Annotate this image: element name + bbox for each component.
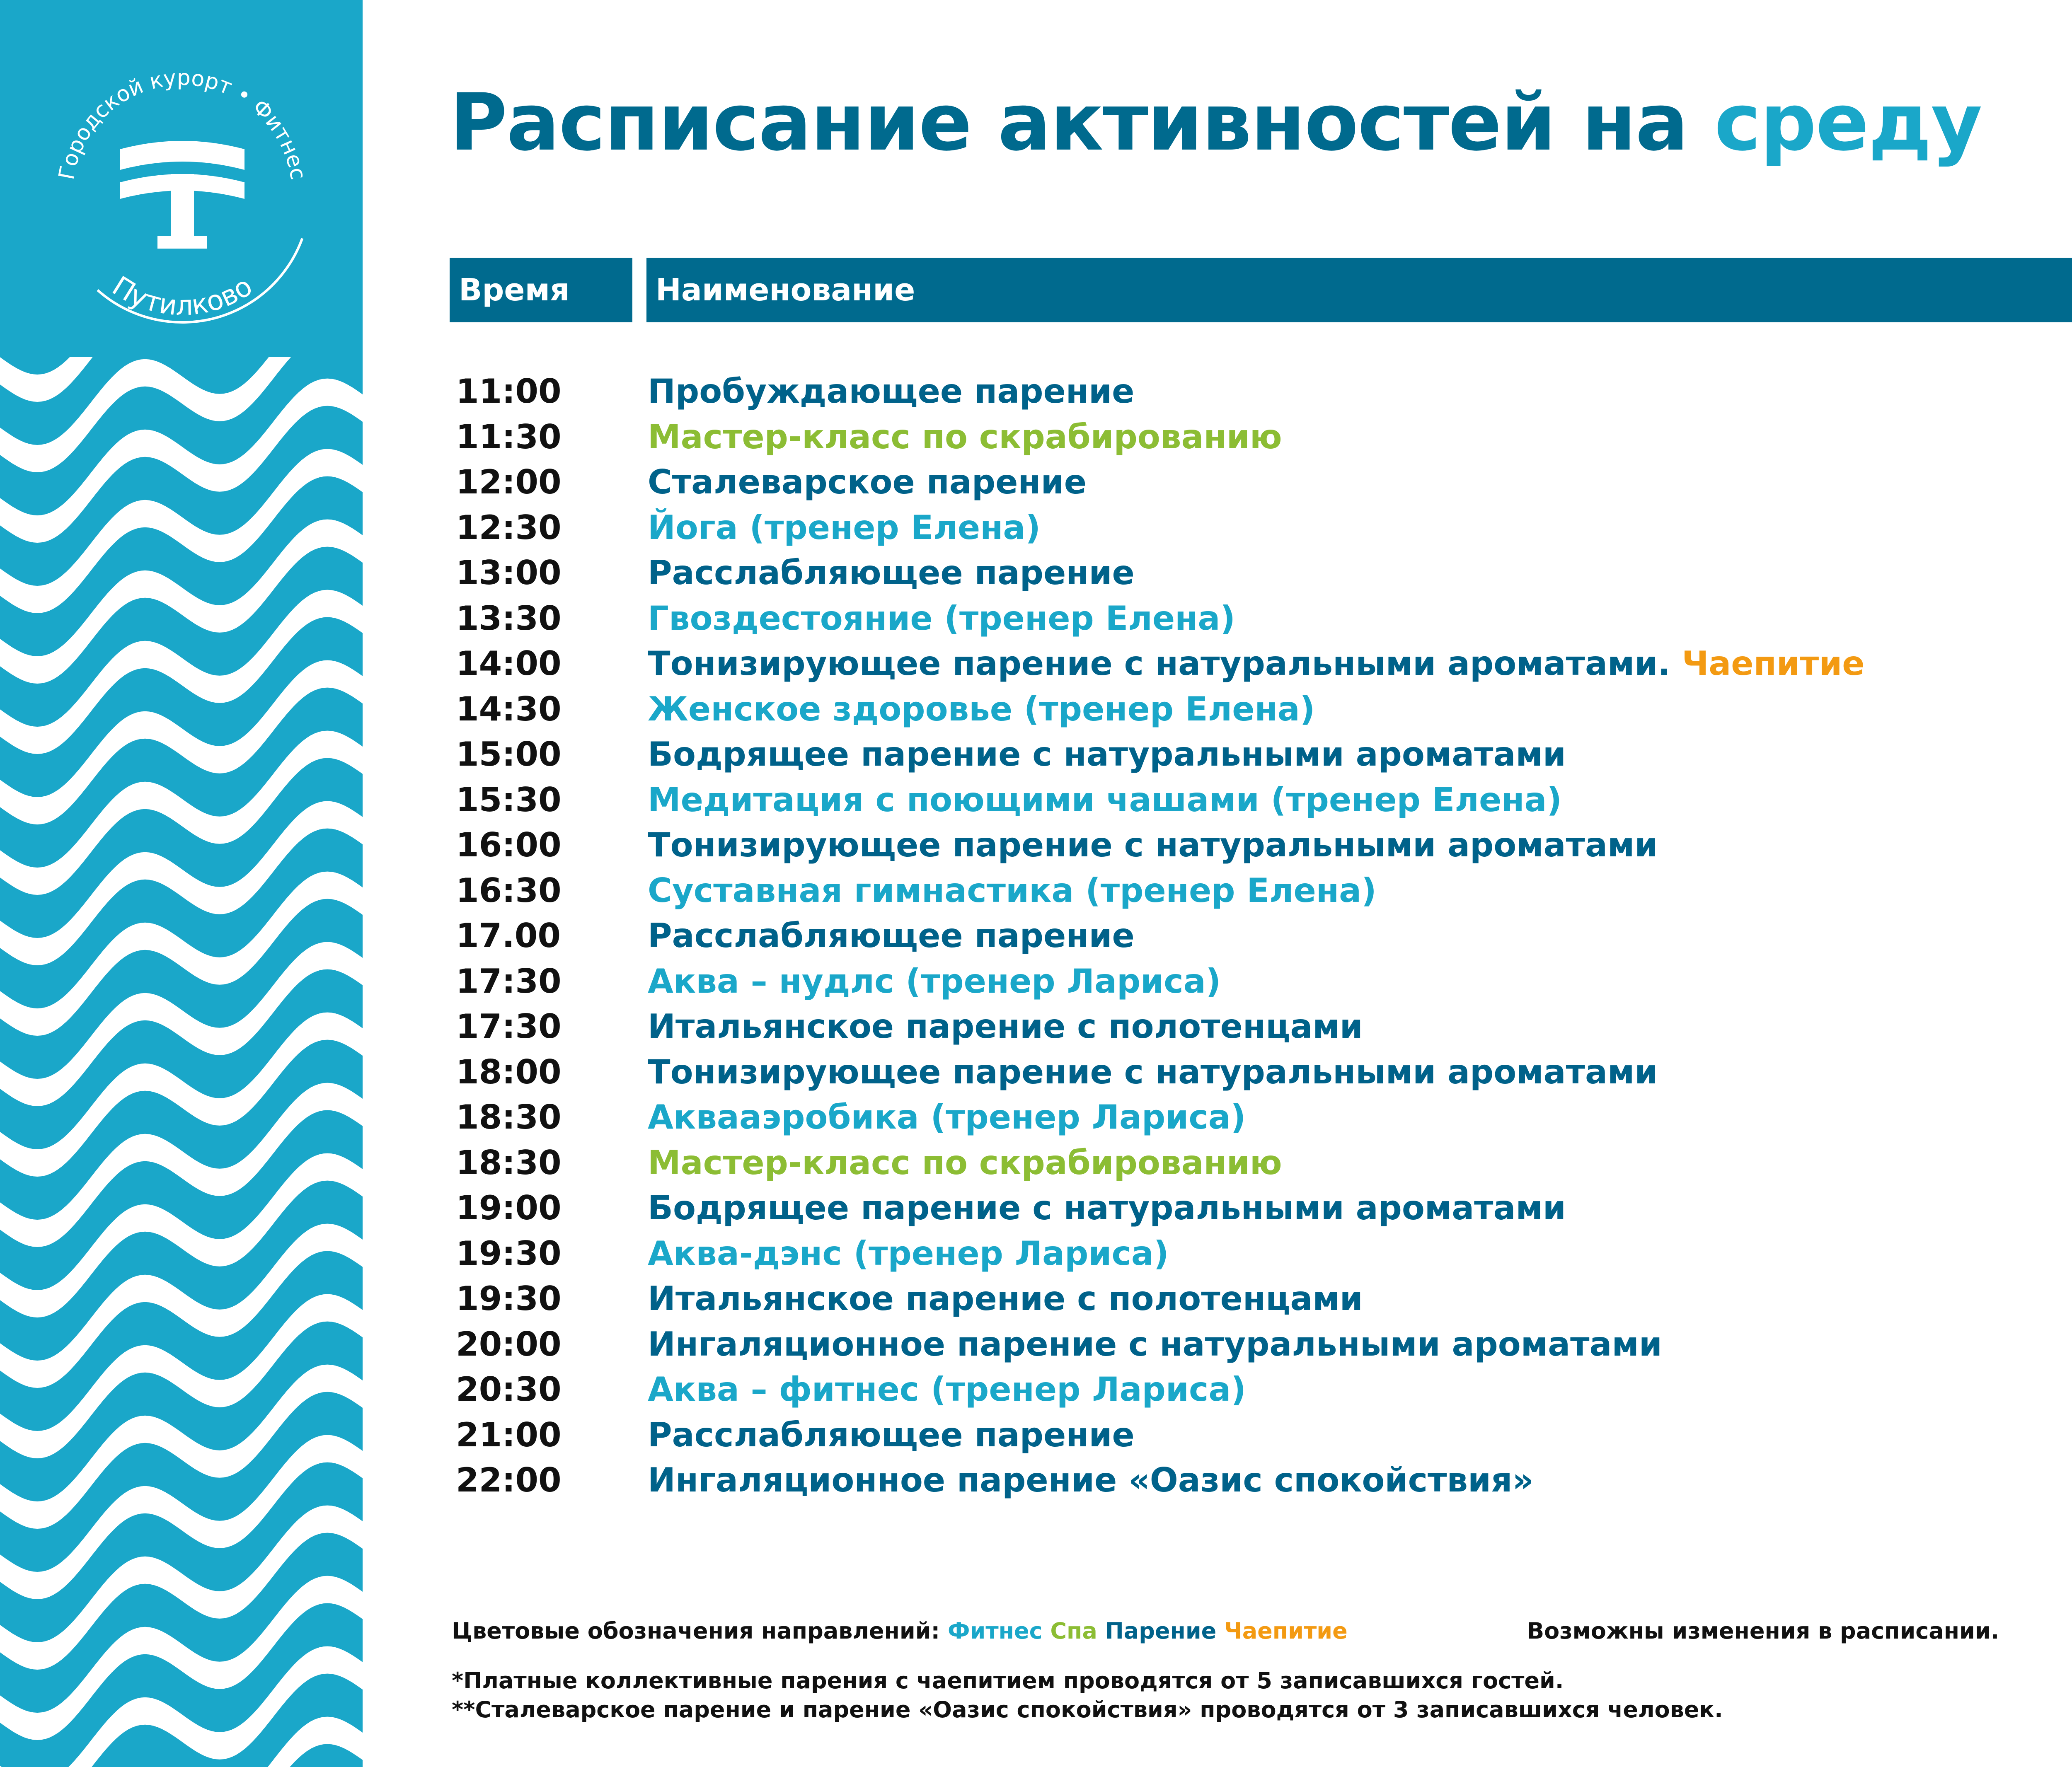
row-time: 21:00 [456, 1415, 562, 1454]
row-activity [648, 777, 1562, 822]
row-activity [648, 868, 1377, 913]
footnote-2: **Сталеварское парение и парение «Оазис спокойствия» проводятся от 3 записавшихся человек. [452, 1697, 1723, 1723]
table-row [0, 913, 2072, 958]
activity-name: Расслабляющее парение [648, 1415, 1135, 1454]
row-time: 12:00 [456, 463, 562, 501]
table-row [0, 1231, 2072, 1276]
row-time: 14:30 [456, 689, 562, 728]
row-activity [648, 1185, 1566, 1230]
legend-spa: Спа [1050, 1618, 1097, 1644]
row-time: 14:00 [456, 644, 562, 683]
row-time: 19:00 [456, 1189, 562, 1227]
activity-name: Бодрящее парение с натуральными ароматами [648, 1189, 1566, 1227]
row-time: 13:30 [456, 599, 562, 638]
brand-name: Путилково [107, 270, 258, 322]
activity-name: Женское здоровье (тренер Елена) [648, 689, 1315, 728]
table-row [0, 959, 2072, 1004]
activity-name: Аква – фитнес (тренер Лариса) [648, 1370, 1246, 1409]
row-time: 18:00 [456, 1052, 562, 1091]
footnote-1: *Платные коллективные парения с чаепитием проводятся от 5 записавшихся гостей. [452, 1668, 1564, 1694]
legend-parenie: Парение [1105, 1618, 1217, 1644]
brand-arc-text: Городской курорт • Фитнес [54, 65, 311, 182]
activity-name: Йога (тренер Елена) [648, 508, 1041, 547]
title-prefix: Расписание активностей на [450, 77, 1688, 168]
row-time: 20:30 [456, 1370, 562, 1409]
row-activity [648, 596, 1235, 641]
table-row [0, 369, 2072, 414]
row-activity [648, 1049, 1658, 1095]
activity-name: Итальянское парение с полотенцами [648, 1279, 1363, 1318]
legend-tea: Чаепитие [1224, 1618, 1348, 1644]
row-activity [648, 1140, 1282, 1185]
activity-name: Ингаляционное парение «Оазис спокойствия» [648, 1461, 1534, 1499]
row-activity [648, 686, 1315, 732]
row-time: 17:30 [456, 1007, 562, 1046]
activity-name: Пробуждающее парение [648, 372, 1135, 411]
table-row [0, 1140, 2072, 1185]
activity-name: Аква – нудлс (тренер Лариса) [648, 962, 1221, 1001]
legend-label: Цветовые обозначения направлений: [452, 1618, 940, 1644]
changes-note: Возможны изменения в расписании. [1527, 1618, 1999, 1644]
row-activity [648, 1367, 1246, 1412]
row-activity [648, 1412, 1135, 1458]
brand-logo-block [0, 0, 363, 357]
activity-name: Суставная гимнастика (тренер Елена) [648, 871, 1377, 910]
row-time: 19:30 [456, 1279, 562, 1318]
table-row [0, 822, 2072, 868]
row-time: 17.00 [456, 916, 561, 955]
row-activity [648, 1322, 1662, 1367]
row-activity [648, 913, 1135, 958]
row-time: 12:30 [456, 508, 562, 547]
row-activity [648, 1231, 1169, 1276]
table-row [0, 1095, 2072, 1140]
column-header-name: Наименование [646, 258, 2072, 322]
row-time: 11:30 [456, 417, 562, 456]
table-row [0, 777, 2072, 822]
activity-name: Ингаляционное парение с натуральными ароматами [648, 1325, 1662, 1363]
title-accent: среду [1714, 77, 1982, 168]
activity-name: Аквааэробика (тренер Лариса) [648, 1098, 1246, 1136]
row-activity [648, 822, 1658, 868]
row-time: 22:00 [456, 1461, 562, 1499]
table-row [0, 1458, 2072, 1503]
row-activity [648, 641, 1865, 686]
activity-name: Гвоздестояние (тренер Елена) [648, 599, 1235, 638]
table-row [0, 1049, 2072, 1095]
row-time: 18:30 [456, 1143, 562, 1182]
page-title [450, 77, 1982, 168]
row-time: 13:00 [456, 554, 562, 592]
table-row [0, 596, 2072, 641]
legend-fitness: Фитнес [947, 1618, 1043, 1644]
table-row [0, 686, 2072, 732]
color-legend [452, 1618, 1348, 1644]
activity-name: Тонизирующее парение с натуральными ароматами. [648, 644, 1670, 683]
row-activity [648, 505, 1041, 550]
table-row [0, 1185, 2072, 1230]
row-activity [648, 959, 1221, 1004]
activity-name: Итальянское парение с полотенцами [648, 1007, 1363, 1046]
activity-name: Медитация с поющими чашами (тренер Елена) [648, 780, 1562, 819]
row-time: 20:00 [456, 1325, 562, 1363]
table-row [0, 868, 2072, 913]
column-header-time: Время [450, 258, 632, 322]
row-activity [648, 459, 1087, 505]
table-row [0, 641, 2072, 686]
table-row [0, 550, 2072, 595]
row-activity [648, 550, 1135, 595]
activity-name: Мастер-класс по скрабированию [648, 1143, 1282, 1182]
table-row [0, 505, 2072, 550]
table-row [0, 1276, 2072, 1321]
table-row [0, 1322, 2072, 1367]
row-time: 19:30 [456, 1234, 562, 1273]
row-activity [648, 1458, 1534, 1503]
activity-name: Бодрящее парение с натуральными ароматами [648, 735, 1566, 774]
row-time: 17:30 [456, 962, 562, 1001]
row-activity [648, 732, 1566, 777]
table-row [0, 732, 2072, 777]
activity-name: Мастер-класс по скрабированию [648, 417, 1282, 456]
brand-logo-icon [120, 141, 244, 249]
table-row [0, 1412, 2072, 1458]
row-activity [648, 1004, 1363, 1049]
table-row [0, 459, 2072, 505]
activity-extra-tea: Чаепитие [1682, 644, 1865, 683]
table-row [0, 1004, 2072, 1049]
activity-name: Тонизирующее парение с натуральными ароматами [648, 1052, 1658, 1091]
row-time: 16:30 [456, 871, 562, 910]
row-time: 15:00 [456, 735, 562, 774]
row-time: 18:30 [456, 1098, 562, 1136]
activity-name: Тонизирующее парение с натуральными ароматами [648, 826, 1658, 864]
activity-name: Расслабляющее парение [648, 916, 1135, 955]
row-time: 11:00 [456, 372, 562, 411]
table-row [0, 1367, 2072, 1412]
table-row [0, 414, 2072, 459]
row-activity [648, 1276, 1363, 1321]
activity-name: Сталеварское парение [648, 463, 1087, 501]
row-time: 16:00 [456, 826, 562, 864]
activity-name: Расслабляющее парение [648, 554, 1135, 592]
row-activity [648, 369, 1134, 414]
activity-name: Аква-дэнс (тренер Лариса) [648, 1234, 1169, 1273]
row-time: 15:30 [456, 780, 562, 819]
row-activity [648, 1095, 1246, 1140]
row-activity [648, 414, 1282, 459]
